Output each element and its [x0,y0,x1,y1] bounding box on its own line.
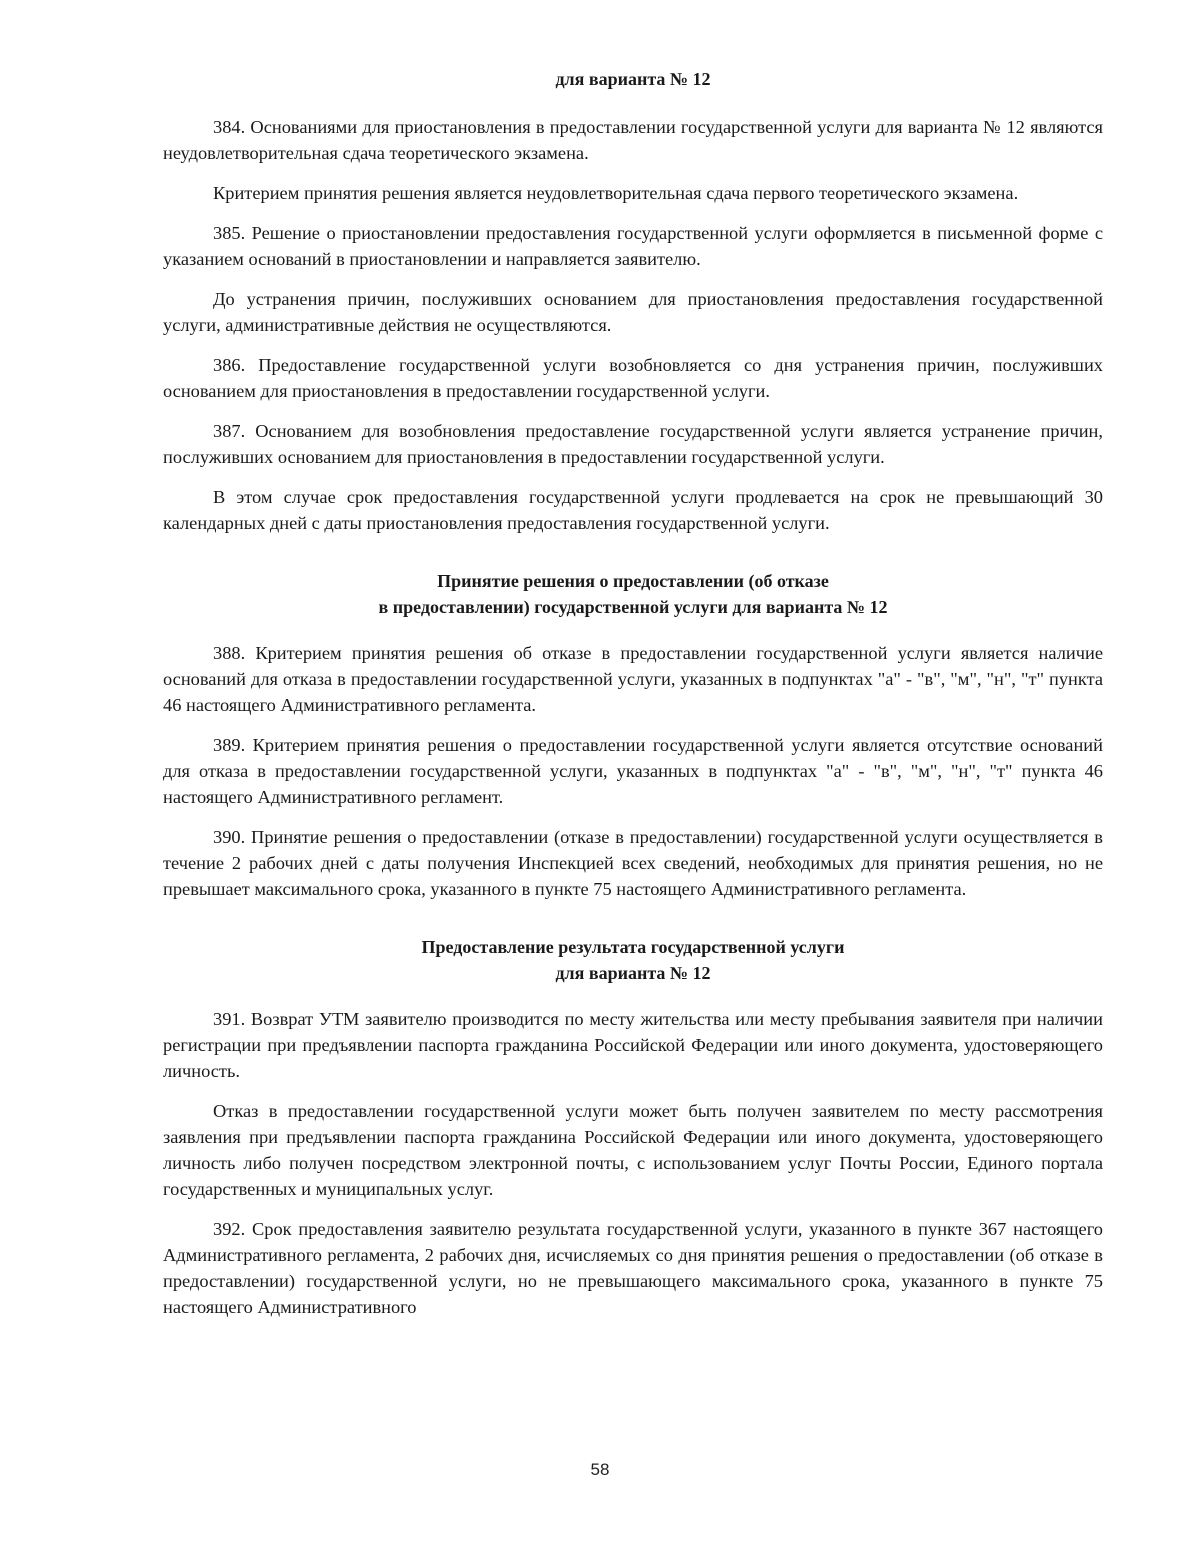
paragraph-criterion: Критерием принятия решения является неудовлетворительная сдача первого теоретического экзамена. [213,183,1019,203]
paragraph-extension: В этом случае срок предоставления государственной услуги продлевается на срок не превышающий 30 календарных дней с даты приостановления предоставления государственной услуги. [163,487,1103,533]
page-number: 58 [590,1460,610,1479]
paragraph-until-elimination: До устранения причин, послуживших основанием для приостановления предоставления государственной услуги, административные действия не осуществляются. [163,289,1103,335]
section-heading-top: для варианта № 12 [555,69,711,89]
heading-line-1: Принятие решения о предоставлении (об отказе [437,571,829,591]
paragraph-388: 388. Критерием принятия решения об отказе в предоставлении государственной услуги является наличие оснований для отказа в предоставлении государственной услуги, указанных в подпунктах "а" - "в", "м", "н", "т" пункта 46 настоящего Административного регламента. [163,643,1103,715]
heading-line-1: Предоставление результата государственной услуги [421,937,845,957]
paragraph-392: 392. Срок предоставления заявителю результата государственной услуги, указанного в пункте 367 настоящего Административного регламента, 2 рабочих дня, исчисляемых со дня принятия решения о предоставлении (об отказе в предоставлении) государственной услуги, но не превышающего максимального срока, указанного в пункте 75 настоящего Административного [163,1219,1103,1317]
paragraph-384: 384. Основаниями для приостановления в предоставлении государственной услуги для варианта № 12 являются неудовлетворительная сдача теоретического экзамена. [163,117,1103,163]
paragraph-390: 390. Принятие решения о предоставлении (отказе в предоставлении) государственной услуги осуществляется в течение 2 рабочих дней с даты получения Инспекцией всех сведений, необходимых для принятия решения, но не превышает максимального срока, указанного в пункте 75 настоящего Административного регламента. [163,827,1103,899]
paragraph-389: 389. Критерием принятия решения о предоставлении государственной услуги является отсутствие оснований для отказа в предоставлении государственной услуги, указанных в подпунктах "а" - "в", "м", "н", "т" пункта 46 настоящего Административного регламент. [163,735,1103,807]
section-heading-decision [163,568,1103,620]
paragraph-387: 387. Основанием для возобновления предоставление государственной услуги является устранение причин, послуживших основанием для приостановления в предоставлении государственной услуги. [163,421,1103,467]
heading-line-2: в предоставлении) государственной услуги для варианта № 12 [378,597,888,617]
paragraph-391: 391. Возврат УТМ заявителю производится по месту жительства или месту пребывания заявителя при наличии регистрации при предъявлении паспорта гражданина Российской Федерации или иного документа, удостоверяющего личность. [163,1009,1103,1081]
paragraph-refusal: Отказ в предоставлении государственной услуги может быть получен заявителем по месту рассмотрения заявления при предъявлении паспорта гражданина Российской Федерации или иного документа, удостоверяющего личность либо получен посредством электронной почты, с использованием услуг Почты России, Единого портала государственных и муниципальных услуг. [163,1101,1103,1199]
paragraph-386: 386. Предоставление государственной услуги возобновляется со дня устранения причин, послуживших основанием для приостановления в предоставлении государственной услуги. [163,355,1103,401]
paragraph-385: 385. Решение о приостановлении предоставления государственной услуги оформляется в письменной форме с указанием оснований в приостановлении и направляется заявителю. [163,223,1103,269]
section-heading-result [163,934,1103,986]
document-page [163,66,1103,1334]
heading-line-2: для варианта № 12 [555,963,711,983]
